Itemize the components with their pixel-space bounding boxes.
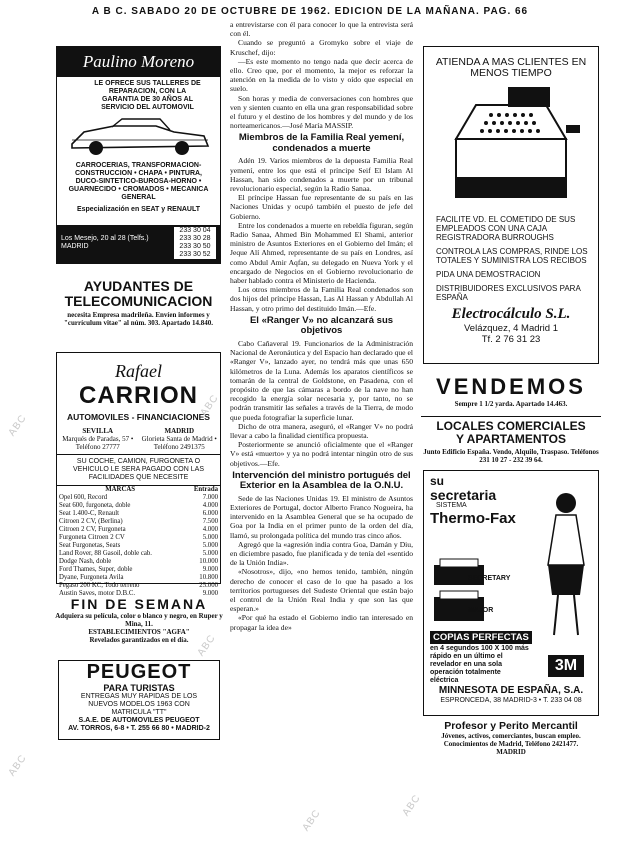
news-paragraph: Son horas y media de conversaciones con hombres que ven y sienten cuanto en ella una gran responsabilidad sobre el futuro y el destino de los hombres y del mundo y de los norteamericanos.—José María MASSIP. — [230, 93, 413, 131]
paulino-phones — [174, 227, 216, 259]
thermofax-su: su — [430, 474, 445, 488]
branch-address: Marqués de Paradas, 57 • Teléfono 27777 — [62, 435, 134, 451]
carrion-branches — [57, 427, 220, 451]
ayudantes-title2: TELECOMUNICACION — [64, 293, 213, 309]
profesor-ad — [421, 720, 601, 770]
paulino-footer — [57, 225, 220, 263]
cell: Furgoneta Citroen 2 CV — [59, 534, 125, 541]
cell: Citroen 2 CV, (Berlina) — [59, 518, 123, 525]
cell: 25.000 — [199, 582, 218, 589]
vendemos-text: Sempre 1 1/2 yarda. Apartado 14.463. — [454, 400, 568, 408]
news-paragraph: Cabo Cañaveral 19. Funcionarios de la Administración Nacional de Aeronáutica y del Espacio han declarado que el «Ranger V», lanzado ayer, no tendrá más que unas 650 kilómetros de la Luna. Además los aparatos científicos se tomarán de la central de Goldstone, en Pasadena, con el propósito de que las cámaras a bordo de la nave no han recogido la energía solar necesaria y, por tanto, no se podrán transmitir las señales a través de la Tierra, de modo que pueda fotografiar la superficie lunar. — [230, 338, 413, 422]
cell: 5.000 — [202, 542, 218, 549]
peugeot-text: ENTREGAS MUY RAPIDAS DE LOS NUEVOS MODELOS 1963 CON MATRICULA "TT" — [80, 693, 198, 716]
thermofax-company: MINNESOTA DE ESPAÑA, S.A. — [438, 685, 584, 696]
cell: Dodge Nash, doble — [59, 558, 112, 565]
cell: Austin Saves, motor D.B.C. — [59, 590, 136, 597]
cell: Pegaso 200 KC, Todo terreno — [59, 582, 140, 589]
cell: Seat Furgonetas, Seats — [59, 542, 121, 549]
table-row — [57, 542, 220, 550]
copier-machine-image — [430, 555, 490, 589]
paulino-phone: 233 30 04 — [179, 227, 211, 234]
headline-ranger: El «Ranger V» no alcanzará sus objetivos — [249, 314, 394, 337]
thermofax-brand: Thermo-Fax — [430, 510, 516, 527]
paulino-address: Los Mesejo, 20 al 28 (Telfs.) MADRID — [61, 235, 149, 250]
thermofax-company-addr: ESPRONCEDA, 38 MADRID-3 • T. 233 04 08 — [440, 697, 582, 704]
watermark: ABC — [6, 412, 30, 439]
paulino-specialist: Especialización en SEAT y RENAULT — [76, 206, 201, 213]
table-row — [57, 518, 220, 526]
news-paragraph: «Nosotros», dijo, «no hemos tenido, también, ningún derecho de conocer el caso de lo que ha pasado a los territorios portugueses del Sudeste Oriental que están bajo el control de la Unión Real India y que son las que esperan.» — [230, 567, 413, 614]
carrion-table — [57, 485, 220, 598]
table-row — [57, 558, 220, 566]
news-paragraph: Cuando se preguntó a Gromyko sobre el viaje de Kruschef, dijo: — [230, 38, 413, 57]
cell: 5.000 — [202, 550, 218, 557]
burroughs-ad — [423, 46, 599, 364]
ayudantes-ad — [56, 279, 221, 341]
cell: Ford Thames, Super, doble — [59, 566, 133, 573]
paulino-phone: 233 30 50 — [179, 243, 211, 250]
vendemos-title: VENDEMOS — [436, 374, 586, 399]
peugeot-ad — [58, 660, 220, 740]
watermark: ABC — [300, 807, 324, 834]
ayudantes-title1: AYUDANTES DE — [83, 278, 194, 294]
news-paragraph: Posteriormente se anunció oficialmente que el «Ranger V» está «muerto» y ya no podrá intentar ningún otro de sus objetivos.—Efe. — [230, 440, 413, 468]
profesor-title: Profesor y Perito Mercantil — [444, 720, 578, 732]
cell: 9.000 — [202, 590, 218, 597]
locales-text: Junto Edificio España. Vendo, Alquilo, Traspaso. Teléfonos 231 10 27 - 232 39 64. — [423, 448, 599, 464]
news-paragraph: Entre los condenados a muerte en rebeldía figuran, según Radio Sanaa, Ahmed Bin Mohammed El Shami, anterior ministro de Asuntos Exteriores en el Gobierno del Imán; el Jeque Alí Ahmed, representante de su país en Londres, así como Abdul Amir Aqfan, su delegado en Nueva York y el encargado de Negocios en el Gobierno revolucionario de haber hablado contra el Ministerio de Hacienda. — [230, 220, 413, 286]
watermark: ABC — [198, 392, 222, 419]
cell: Land Rover, 88 Gasoil, doble cab. — [59, 550, 152, 557]
carrion-branch-madrid — [139, 427, 221, 451]
news-paragraph: a entrevistarse con él para conocer lo que la entrevista será con él. — [230, 20, 413, 39]
news-paragraph: Los otros miembros de la Familia Real condenados son dos hijos del príncipe Hassan, Las Al Hassan y Abdullah Al Hassan, y otro primo del destituido Imán.—Efe. — [230, 285, 413, 313]
carrion-logo-script: Rafael — [115, 361, 162, 381]
cell: Seat 600, furgoneta, doble — [59, 502, 131, 509]
carrion-offer: SU COCHE, CAMION, FURGONETA O VEHICULO LE SERA PAGADO CON LAS FACILIDADES QUE NECESITE — [57, 454, 220, 485]
carrion-subtitle: AUTOMOVILES - FINANCIACIONES — [67, 412, 210, 422]
locales-title2: Y APARTAMENTOS — [455, 432, 566, 446]
cell: 4.000 — [202, 526, 218, 533]
burroughs-brand: Electrocálculo S.L. — [451, 306, 571, 322]
headline-yemen: Miembros de la Familia Real yemení, condenados a muerte — [238, 132, 405, 154]
table-row — [57, 566, 220, 574]
cell: 5.000 — [202, 534, 218, 541]
headline-portugal: Intervención del ministro portugués del Exterior en la Asamblea de la O.N.U. — [232, 469, 411, 492]
burroughs-text1: FACILITE VD. EL COMETIDO DE SUS EMPLEADOS CON UNA CAJA REGISTRADORA BURROUGHS — [436, 215, 576, 242]
paulino-logo: Paulino Moreno — [57, 47, 220, 77]
copier-machine-major-image — [430, 589, 490, 623]
table-row — [57, 550, 220, 558]
fds-text1: Adquiera su película, color o blanco y negro, en Ruper y Mina, 11. — [55, 612, 223, 628]
branch-name: MADRID — [164, 427, 195, 435]
cell: Citroen 2 CV, Furgoneta — [59, 526, 126, 533]
thermofax-label-major: MAJOR — [468, 607, 494, 614]
carrion-branch-sevilla — [57, 427, 139, 451]
table-row — [57, 494, 220, 502]
thermofax-copies: COPIAS PERFECTAS — [430, 631, 532, 644]
watermark: ABC — [400, 792, 424, 819]
peugeot-company: S.A.E. DE AUTOMOVILES PEUGEOT — [78, 717, 200, 724]
page-header: A B C. SABADO 20 DE OCTUBRE DE 1962. EDICION DE LA MAÑANA. PAG. 66 — [91, 6, 529, 17]
peugeot-title: PEUGEOT — [86, 661, 192, 683]
branch-address: Glorieta Santa de Madrid • Teléfono 2491375 — [141, 435, 217, 451]
carrion-logo-name: CARRION — [79, 382, 198, 409]
news-paragraph: El príncipe Hassan fue representante de su país en las Naciones Unidas y ocupó también el puesto de jefe del Gobierno. — [230, 193, 413, 221]
table-header: Entrada — [193, 486, 218, 493]
burroughs-phone: Tf. 2 76 31 23 — [481, 334, 541, 345]
profesor-text: Jóvenes, activos, comerciantes, buscan empleo. Conocimientos de Madrid, Teléfono 2421477. — [441, 732, 581, 748]
profesor-city: MADRID — [496, 748, 526, 756]
cell: 10.800 — [199, 574, 218, 581]
burroughs-text4: DISTRIBUIDORES EXCLUSIVOS PARA ESPAÑA — [436, 284, 581, 302]
fds-text2: ESTABLECIMIENTOS "AGFA" — [88, 628, 190, 636]
news-paragraph: Agregó que la «agresión india contra Goa, Damán y Diu, en diciembre pasado, fue planificada y de tenía del «sentido de la Unión India». — [230, 539, 413, 568]
thermofax-label-secretary: SECRETARY — [468, 575, 511, 582]
news-paragraph: Sede de las Naciones Unidas 19. El ministro de Asuntos Exteriores de Portugal, doctor Alberto Franco Nogueira, ha intervenido en la Asamblea General que se ha ocupado de Goa por la India en el primer punto de la orden del día, llamó, su prolongada política del mundo tras cinco años. — [230, 493, 413, 540]
cell: 9.000 — [202, 566, 218, 573]
cash-register-image — [436, 85, 586, 205]
table-row — [57, 526, 220, 534]
locales-ad — [421, 420, 601, 470]
peugeot-subtitle: PARA TURISTAS — [103, 683, 175, 693]
cell: 10.000 — [199, 558, 218, 565]
news-column — [230, 20, 413, 835]
cell: 6.000 — [202, 510, 218, 517]
news-paragraph: —Es este momento no tengo nada que decir acerca de ello. Creo que, por el momento, la mejor es reforzar la atención en la medida de lo visto y oído que especial en suelo. — [230, 56, 413, 94]
secretary-illustration — [534, 485, 594, 645]
cell: 7.000 — [202, 494, 218, 501]
paulino-moreno-ad — [56, 46, 221, 264]
locales-title1: LOCALES COMERCIALES — [436, 419, 586, 433]
vendemos-ad — [421, 374, 601, 417]
news-paragraph: «Por qué ha estado el Gobierno indio tan interesado en propagar la idea de» — [230, 613, 413, 632]
paulino-intro: LE OFRECE SUS TALLERES DE REPARACION, CON LA GARANTIA DE 30 AÑOS AL SERVICIO DEL AUTOMOVIL — [94, 80, 201, 111]
table-row — [57, 502, 220, 510]
table-row — [57, 534, 220, 542]
watermark: ABC — [195, 632, 219, 659]
cell: 4.000 — [202, 502, 218, 509]
car-image — [64, 114, 214, 160]
cell: Seat 1.400-C, Renault — [59, 510, 120, 517]
paulino-phone: 233 30 52 — [179, 251, 211, 258]
table-row — [57, 510, 220, 518]
cell: Opel 600, Record — [59, 494, 108, 501]
carrion-logo — [57, 361, 220, 410]
table-header: MARCAS — [105, 486, 136, 493]
thermofax-ad — [423, 470, 599, 716]
news-paragraph: Dicho de otra manera, aseguró, el «Ranger V» no podrá llevar a cabo la finalidad científica propuesta. — [230, 421, 413, 440]
thermofax-copies-text: en 4 segundos 100 X 100 más rápido en un último el revelador en una sola operación totalmente eléctrica — [430, 645, 529, 684]
paulino-phone: 233 30 28 — [179, 235, 211, 242]
fds-text3: Revelados garantizados en el día. — [89, 636, 189, 644]
cell: Dyane, Furgoneta Avila — [59, 574, 124, 581]
carrion-ad — [56, 352, 221, 597]
table-row — [57, 582, 220, 590]
burroughs-address: Velázquez, 4 Madrid 1 — [463, 323, 558, 334]
fds-title: FIN DE SEMANA — [70, 596, 208, 612]
ayudantes-text: necesita Empresa madrileña. Envíen informes y "currículum vitae" al núm. 303. Apartado 14.840. — [64, 311, 213, 327]
branch-name: SEVILLA — [82, 427, 114, 435]
peugeot-address: AV. TORROS, 6-8 • T. 255 66 80 • MADRID-2 — [68, 725, 210, 732]
3m-logo: 3M — [548, 655, 584, 677]
burroughs-title: ATIENDA A MAS CLIENTES EN MENOS TIEMPO — [435, 56, 587, 79]
burroughs-text3: PIDA UNA DEMOSTRACION — [436, 270, 541, 279]
watermark: ABC — [6, 752, 30, 779]
thermofax-sistema: SISTEMA — [436, 502, 467, 509]
thermofax-secretaria: secretaria — [430, 487, 497, 503]
table-row — [57, 574, 220, 582]
paulino-services: CARROCERIAS, TRANSFORMACION-CONSTRUCCION • CHAPA • PINTURA, DUCO-SINTETICO-BUROSA-HORNO • GUARNECIDO • CROMADOS • MECANICA GENERAL — [68, 162, 209, 201]
burroughs-text2: CONTROLA LAS COMPRAS, RINDE LOS TOTALES Y SUMINISTRA LOS RECIBOS — [436, 247, 588, 265]
cell: 7.500 — [202, 518, 218, 525]
fin-de-semana-ad — [54, 596, 224, 654]
news-paragraph: Adén 19. Varios miembros de la depuesta Familia Real yemení, entre los que está el príncipe Seif El Islam Al Hassan, han sido condenados a muerte por un tribunal revolucionario especial, según la Radio Sanaa. — [230, 156, 413, 194]
